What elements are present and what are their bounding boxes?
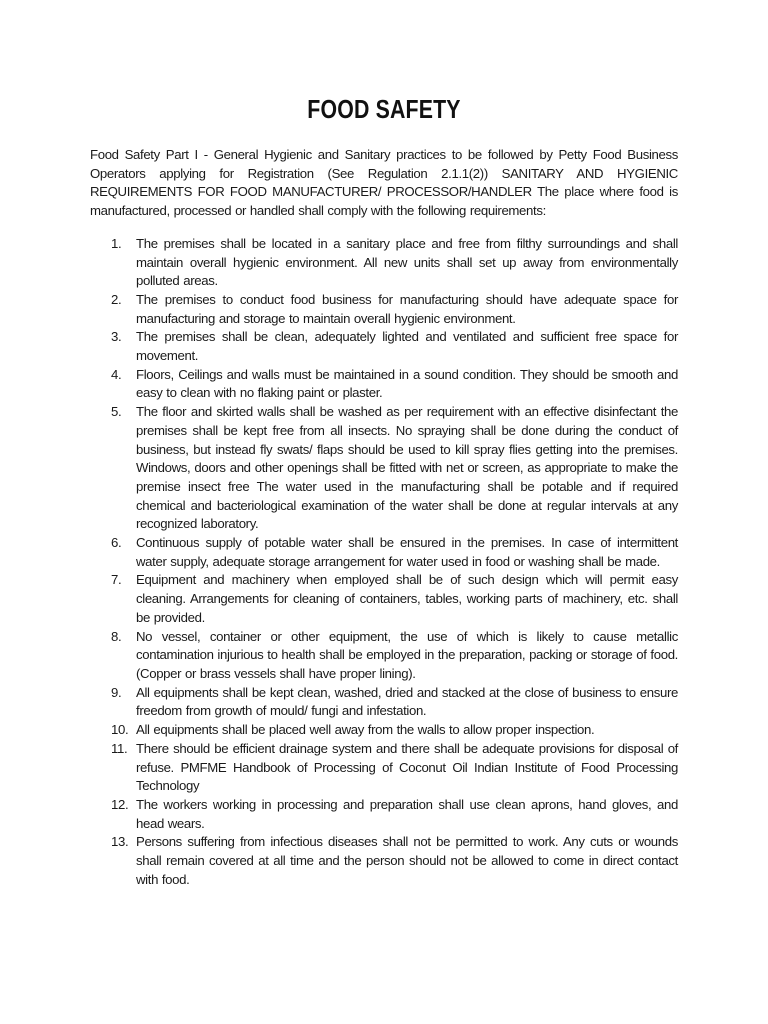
list-item-text: Continuous supply of potable water shall be ensured in the premises. In case of intermittent water supply, adequate storage arrangement for water used in food or washing shall be made. xyxy=(136,535,678,569)
list-item-number: 10. xyxy=(111,722,129,738)
list-item xyxy=(90,291,678,328)
document-page xyxy=(90,92,678,889)
list-item-number: 6. xyxy=(111,535,122,551)
list-item xyxy=(90,833,678,889)
list-item-number: 1. xyxy=(111,235,122,251)
list-item xyxy=(90,534,678,571)
list-item-number: 3. xyxy=(111,329,122,345)
list-item xyxy=(90,366,678,403)
list-item-text: The premises to conduct food business for manufacturing should have adequate space for manufacturing and storage to maintain overall hygienic environment. xyxy=(136,291,678,326)
list-item xyxy=(90,628,678,684)
list-item-text: All equipments shall be kept clean, washed, dried and stacked at the close of business to ensure freedom from growth of mould/ fungi and infestation. xyxy=(136,684,678,719)
list-item-number: 11. xyxy=(111,740,128,756)
list-item-number: 12. xyxy=(111,796,129,812)
list-item-text: No vessel, container or other equipment, the use of which is likely to cause metallic contamination injurious to health shall be employed in the preparation, packing or storage of food. (Copper or brass vessels shall have proper lining). xyxy=(136,628,678,681)
list-item-text: Floors, Ceilings and walls must be maintained in a sound condition. They should be smooth and easy to clean with no flaking paint or plaster. xyxy=(136,366,678,401)
list-item-number: 8. xyxy=(111,628,122,644)
list-item xyxy=(90,684,678,721)
list-item-text: The workers working in processing and preparation shall use clean aprons, hand gloves, and head wears. xyxy=(136,796,678,831)
list-item xyxy=(90,403,678,534)
list-item-text: Persons suffering from infectious diseases shall not be permitted to work. Any cuts or wounds shall remain covered at all time and the person should not be allowed to come in direct contact with food. xyxy=(136,834,678,887)
list-item-text: The floor and skirted walls shall be washed as per requirement with an effective disinfectant the premises shall be kept free from all insects. No spraying shall be done during the conduct of business, but instead fly swats/ flaps should be used to kill spray flies getting into the premises. Windows, doors and other openings shall be fitted with net or screen, as appropriate to make the premise insect free The water used in the manufacturing shall be potable and if required chemical and bacteriological examination of the water shall be done at regular intervals at any recognized laboratory. xyxy=(136,404,678,532)
list-item xyxy=(90,235,678,291)
list-item-number: 5. xyxy=(111,404,122,420)
intro-paragraph: Food Safety Part I - General Hygienic and Sanitary practices to be followed by Petty Food Business Operators applying for Registration (See Regulation 2.1.1(2)) SANITARY AND HYGIENIC REQUIREMENTS FOR FOOD MANUFACTURER/ PROCESSOR/HANDLER The place where food is manufactured, processed or handled shall comply with the following requirements: xyxy=(90,147,678,219)
page-title: FOOD SAFETY xyxy=(307,94,461,124)
list-item xyxy=(90,796,678,833)
list-item-number: 9. xyxy=(111,684,122,700)
list-item xyxy=(90,328,678,365)
list-item-number: 4. xyxy=(111,366,122,382)
list-item xyxy=(90,721,678,740)
list-item-text: The premises shall be clean, adequately lighted and ventilated and sufficient free space for movement. xyxy=(136,329,678,364)
list-item xyxy=(90,740,678,796)
list-item-number: 2. xyxy=(111,291,122,307)
list-item-number: 13. xyxy=(111,834,129,850)
list-item xyxy=(90,571,678,627)
list-item-text: The premises shall be located in a sanitary place and free from filthy surroundings and shall maintain overall hygienic environment. All new units shall set up away from environmentally polluted areas. xyxy=(136,235,678,289)
requirements-list xyxy=(90,235,678,890)
list-item-number: 7. xyxy=(111,572,122,588)
list-item-text: All equipments shall be placed well away from the walls to allow proper inspection. xyxy=(136,722,595,738)
list-item-text: Equipment and machinery when employed shall be of such design which will permit easy cleaning. Arrangements for cleaning of containers, tables, working parts of machinery, etc. shall be provided. xyxy=(136,572,678,625)
list-item-text: There should be efficient drainage system and there shall be adequate provisions for disposal of refuse. PMFME Handbook of Processing of Coconut Oil Indian Institute of Food Processing Technology xyxy=(136,740,678,794)
